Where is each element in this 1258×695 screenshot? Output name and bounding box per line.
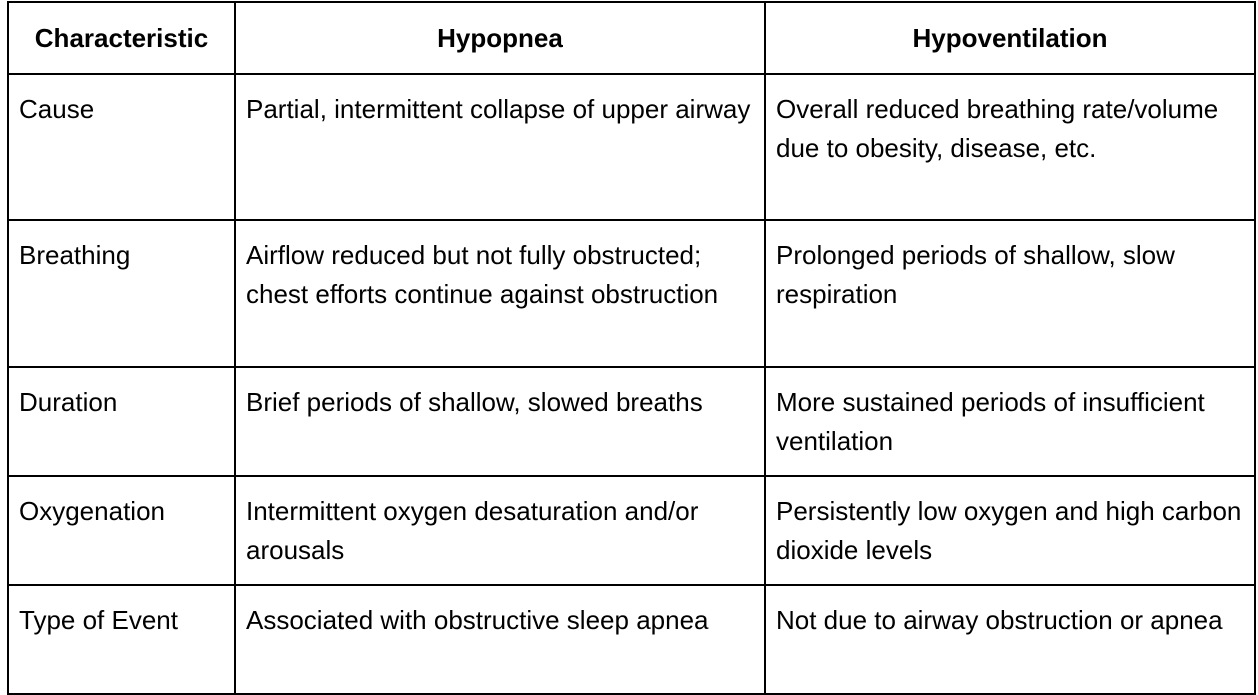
table-header [8,2,1255,74]
comparison-table [7,1,1256,695]
hypopnea-cell: Intermittent oxygen desaturation and/or arousals [235,476,765,585]
characteristic-cell: Oxygenation [8,476,235,585]
table-row [8,74,1255,220]
header-characteristic: Characteristic [8,2,235,74]
header-hypoventilation: Hypoventilation [765,2,1255,74]
hypoventilation-cell: Persistently low oxygen and high carbon dioxide levels [765,476,1255,585]
hypoventilation-cell: Overall reduced breathing rate/volume due to obesity, disease, etc. [765,74,1255,220]
characteristic-cell: Cause [8,74,235,220]
header-row [8,2,1255,74]
header-hypopnea: Hypopnea [235,2,765,74]
hypopnea-cell: Associated with obstructive sleep apnea [235,585,765,694]
characteristic-cell: Breathing [8,220,235,367]
table-row [8,585,1255,694]
characteristic-cell: Type of Event [8,585,235,694]
table-body [8,74,1255,694]
hypopnea-cell: Brief periods of shallow, slowed breaths [235,367,765,476]
hypopnea-cell: Partial, intermittent collapse of upper airway [235,74,765,220]
table-row [8,367,1255,476]
hypoventilation-cell: More sustained periods of insufficient ventilation [765,367,1255,476]
characteristic-cell: Duration [8,367,235,476]
hypopnea-cell: Airflow reduced but not fully obstructed; chest efforts continue against obstruction [235,220,765,367]
table-row [8,220,1255,367]
hypoventilation-cell: Prolonged periods of shallow, slow respiration [765,220,1255,367]
table-row [8,476,1255,585]
hypoventilation-cell: Not due to airway obstruction or apnea [765,585,1255,694]
